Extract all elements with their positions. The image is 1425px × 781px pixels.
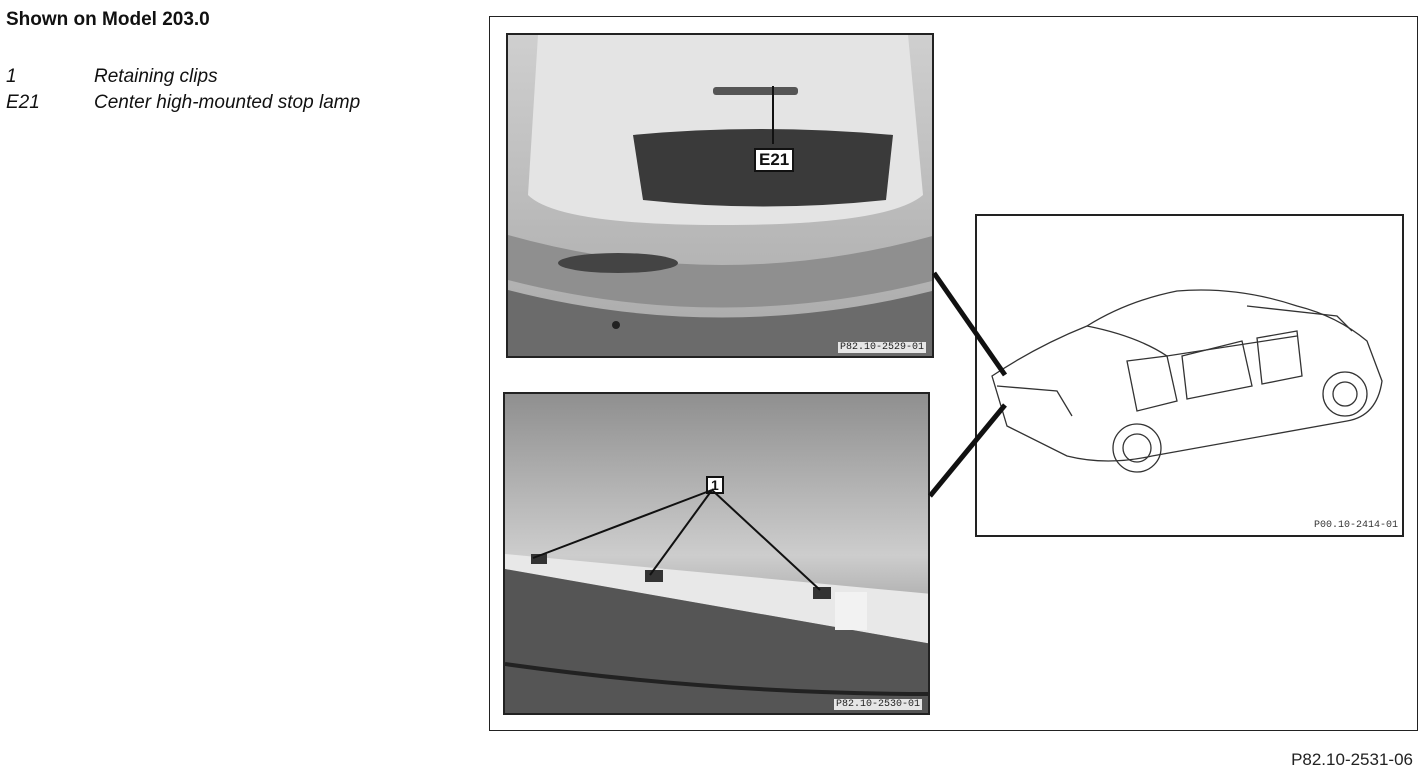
legend-text: Retaining clips	[94, 66, 218, 87]
trunk-lid-illustration	[508, 35, 934, 358]
legend-list	[6, 64, 360, 116]
legend-item	[6, 90, 360, 116]
callout-retaining-clips: 1	[706, 476, 724, 494]
retaining-clips-illustration	[505, 394, 930, 715]
figure-id: P82.10-2531-06	[1291, 750, 1413, 769]
photo-code: P82.10-2529-01	[839, 342, 924, 353]
legend-key: 1	[6, 66, 17, 87]
photo-trunk-lid	[506, 33, 934, 358]
callout-e21: E21	[754, 148, 794, 172]
photo-code: P00.10-2414-01	[1313, 520, 1398, 531]
page-title: Shown on Model 203.0	[6, 9, 210, 30]
overview-car-panel	[975, 214, 1404, 537]
legend-key: E21	[6, 92, 40, 113]
legend-item	[6, 64, 360, 90]
legend-text: Center high-mounted stop lamp	[94, 92, 361, 113]
photo-retaining-clips	[503, 392, 930, 715]
car-line-drawing	[977, 216, 1402, 535]
photo-code: P82.10-2530-01	[835, 699, 920, 710]
